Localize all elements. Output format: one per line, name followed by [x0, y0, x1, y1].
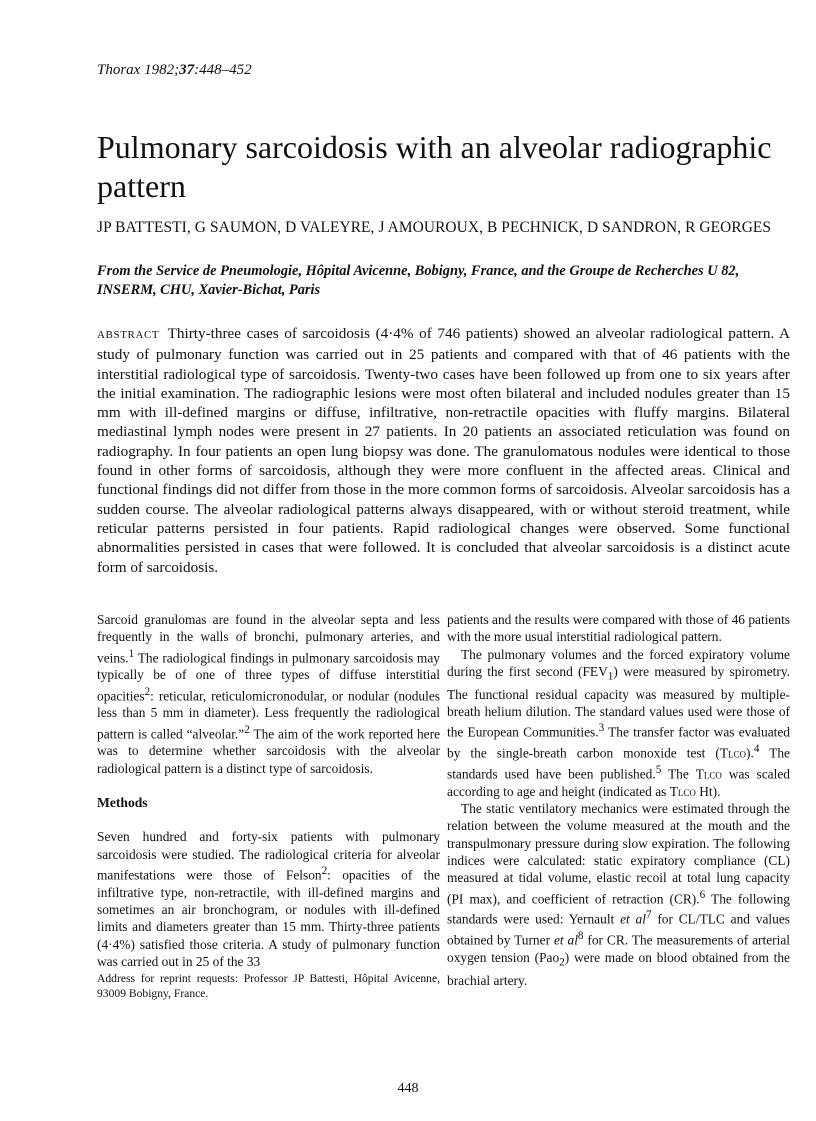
abstract: [97, 324, 790, 577]
journal-year: 1982;: [144, 62, 180, 78]
journal-pages: :448–452: [194, 62, 252, 78]
reference-marker: 1: [128, 647, 135, 660]
reference-marker: 5: [655, 763, 662, 776]
reference-marker: 7: [645, 909, 652, 922]
reference-marker: 3: [598, 722, 605, 735]
reference-marker: 2: [244, 723, 250, 736]
affiliation: From the Service de Pneumologie, Hôpital Avicenne, Bobigny, France, and the Groupe de Recherches U 82, INSERM, CHU, Xavier-Bichat, Paris: [97, 263, 740, 298]
page-number: 448: [397, 1081, 419, 1096]
reference-marker: 2: [321, 864, 328, 877]
body-paragraph: The pulmonary volumes and the forced expiratory volume during the first second $(FEV_1)$ were measured by spirometry. The functional residual capacity was measured by multiple-breath helium dilution. The standard values used were those of the European Communities.$^3$ The transfer factor was evaluated by the single-breath carbon monoxide test (Tlco).$^4$ The standards used have been published.$^5$ The Tlco was scaled according to age and height (indicated as Tlco Ht).: [447, 646, 790, 799]
abstract-text: Thirty-three cases of sarcoidosis (4·4% of 746 patients) showed an alveolar radiological pattern. A study of pulmonary function was carried out in 25 patients and compared with that of 46 patients with the interstitial radiological type of sarcoidosis. Twenty-two cases have been followed up from one to six years after the initial examination. The radiographic lesions were most often bilateral and included nodules greater than 15 mm with ill-defined margins or diffuse, infiltrative, non-retractile opacities with fluffy margins. Bilateral mediastinal lymph nodes were present in 27 patients. In 20 patients an associated reticulation was found on radiography. In four patients an open lung biopsy was done. The granulomatous nodules were identical to those found in other forms of sarcoidosis, although they were more confluent in the affected areas. Clinical and functional findings did not differ from those in the more common forms of sarcoidosis. Alveolar sarcoidosis has a sudden course. The alveolar radiological patterns always disappeared, with or without steroid treatment, while reticular patterns persisted in four patients. Rapid radiological changes were observed. Some functional abnormalities persisted in cases that were followed. It is concluded that alveolar sarcoidosis is a distinct acute form of sarcoidosis.: [97, 325, 790, 576]
reference-marker: 2: [144, 685, 151, 698]
journal-header: [97, 62, 252, 79]
reference-marker: 4: [753, 743, 760, 756]
methods-heading: Methods: [97, 795, 148, 811]
journal-volume: 37: [179, 62, 195, 78]
body-paragraph: patients and the results were compared with those of 46 patients with the more usual interstitial radiological pattern.: [447, 612, 790, 645]
article-title: Pulmonary sarcoidosis with an alveolar radiographic pattern: [97, 129, 772, 204]
reference-marker: 8: [577, 930, 584, 943]
body-paragraph: The static ventilatory mechanics were estimated through the relation between the volume measured at the mouth and the transpulmonary pressure during slow expiration. The following indices were calculated: static expiratory compliance (CL) measured at tidal volume, elastic recoil at total lung capacity (PI max), and coefficient of retraction (CR).$^6$ The following standards were used: Yernault et $al^7$ for CL/TLC and values obtained by Turner et $al^8$ for CR. The measurements of arterial oxygen tension (Pao$_2$) were made on blood obtained from the brachial artery.: [447, 801, 791, 988]
intro-paragraph: Sarcoid granulomas are found in the alveolar septa and less frequently in the walls of bronchi, pulmonary arteries, and veins.$^1$ The radiological findings in pulmonary sarcoidosis may typically be of one of three types of diffuse interstitial opacities$^2$: reticular, reticulomicronodular, or nodular (nodules less than 5 mm in diameter). Less frequently the radiological pattern is called “alveolar.”$^2$ The aim of the work reported here was to determine whether sarcoidosis with the alveolar radiological pattern is a distinct type of sarcoidosis.: [97, 612, 441, 776]
abstract-label: ABSTRACT: [97, 329, 160, 341]
journal-name: Thorax: [97, 62, 141, 78]
methods-paragraph: Seven hundred and forty-six patients with pulmonary sarcoidosis were studied. The radiological criteria for alveolar manifestations were those of Felson$^2$: opacities of the infiltrative type, non-retractile, with ill-defined margins and sometimes an air bronchogram, or nodules with ill-defined limits and diameters greater than 15 mm. Thirty-three patients (4·4%) satisfied those criteria. A study of pulmonary function was carried out in 25 of the 33: [97, 829, 441, 969]
author-list: JP BATTESTI, G SAUMON, D VALEYRE, J AMOUROUX, B PECHNICK, D SANDRON, R GEORGES: [97, 219, 772, 236]
reprint-address: Address for reprint requests: Professor JP Battesti, Hôpital Avicenne, 93009 Bobigny, France.: [97, 972, 440, 1001]
left-column: [97, 611, 440, 1001]
right-column: [447, 611, 790, 989]
reference-marker: 6: [699, 888, 706, 901]
